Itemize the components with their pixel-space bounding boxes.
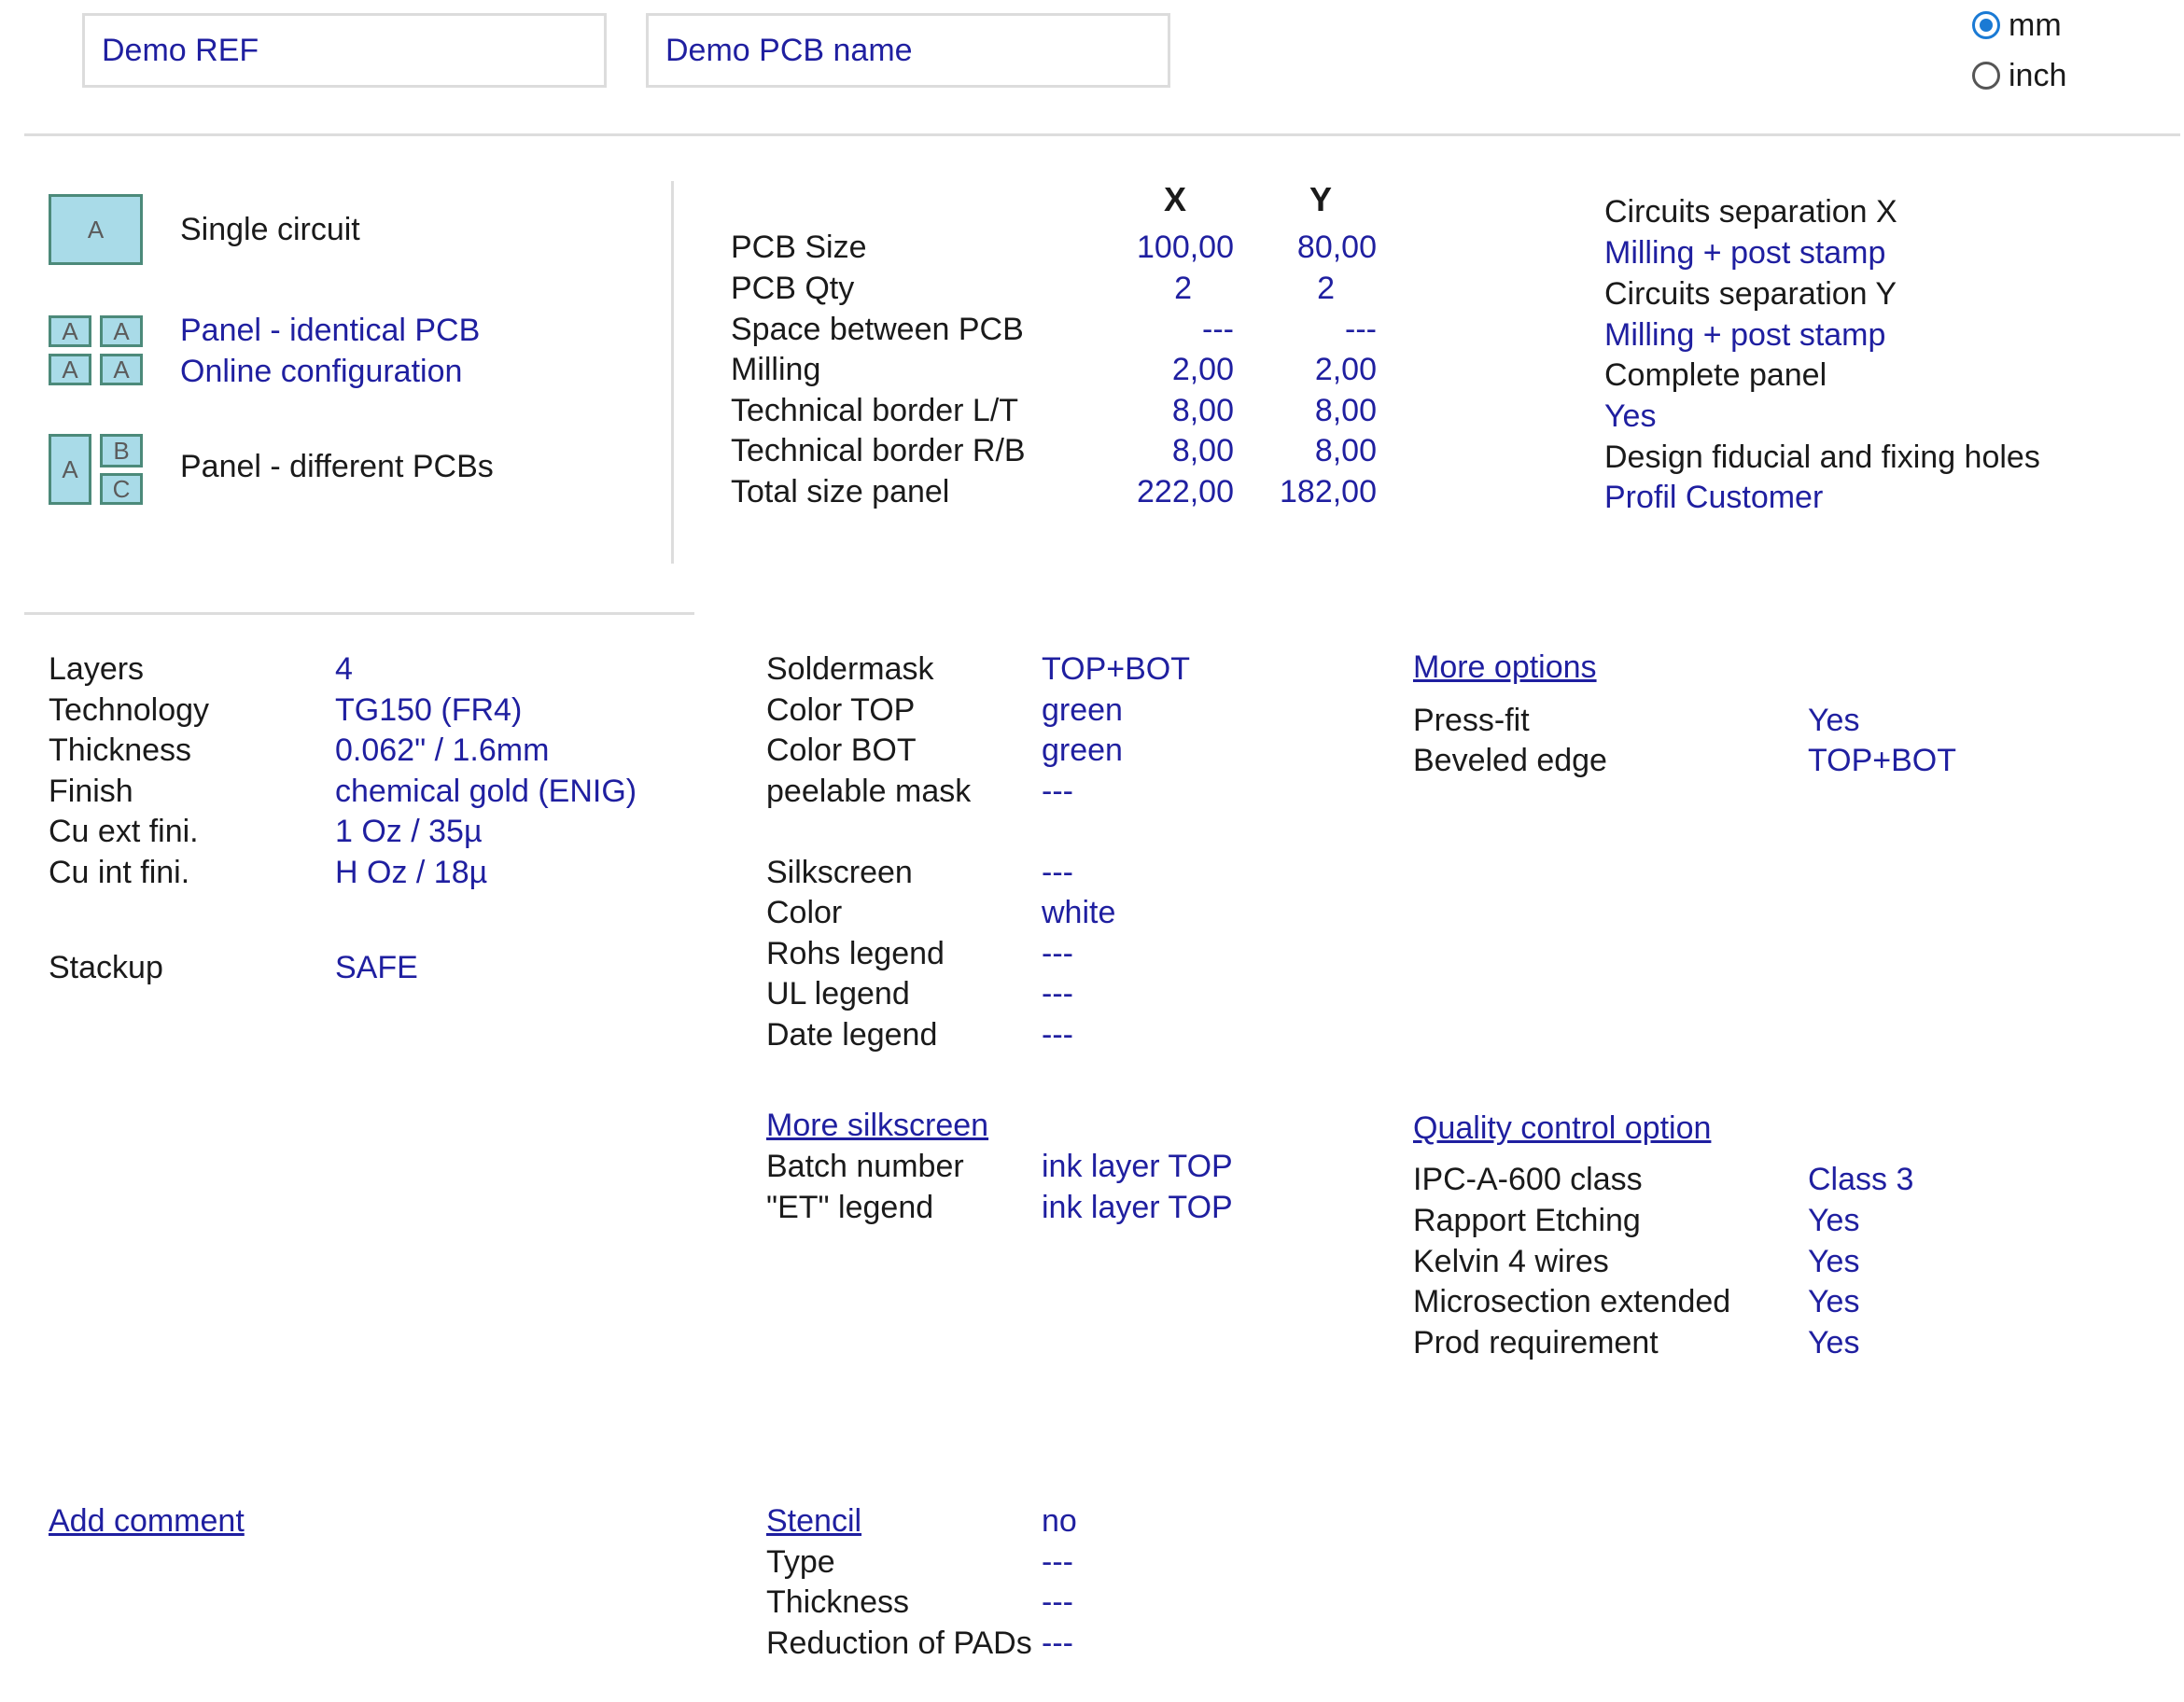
spec-label: Cu int fini. bbox=[49, 855, 190, 890]
date-legend-value[interactable]: --- bbox=[1042, 1017, 1073, 1053]
total-size-y: 182,00 bbox=[1280, 474, 1377, 509]
stencil-thickness-value[interactable]: --- bbox=[1042, 1584, 1073, 1620]
spec-label: Microsection extended bbox=[1413, 1284, 1731, 1319]
row-label: Space between PCB bbox=[731, 312, 1024, 347]
row-label: Milling bbox=[731, 352, 821, 387]
panel-cell-b: B bbox=[100, 434, 143, 467]
spec-label: Type bbox=[766, 1544, 835, 1580]
cu-int-value[interactable]: H Oz / 18µ bbox=[335, 855, 488, 890]
add-comment-link[interactable]: Add comment bbox=[49, 1503, 245, 1539]
kelvin-value[interactable]: Yes bbox=[1808, 1244, 1860, 1279]
space-between-x: --- bbox=[1202, 312, 1234, 347]
spec-label: Kelvin 4 wires bbox=[1413, 1244, 1609, 1279]
panel-cell-a: A bbox=[49, 434, 91, 505]
quality-control-link[interactable]: Quality control option bbox=[1413, 1110, 1712, 1146]
press-fit-value[interactable]: Yes bbox=[1808, 703, 1860, 738]
complete-panel-value[interactable]: Yes bbox=[1604, 398, 1657, 434]
row-label: PCB Qty bbox=[731, 271, 855, 306]
stackup-label: Stackup bbox=[49, 950, 163, 985]
row-label: PCB Size bbox=[731, 230, 867, 265]
spec-label: Layers bbox=[49, 651, 145, 687]
spec-label: Color bbox=[766, 895, 843, 930]
ref-input[interactable] bbox=[82, 13, 607, 88]
ul-legend-value[interactable]: --- bbox=[1042, 976, 1073, 1011]
column-header-x: X bbox=[1164, 180, 1187, 218]
thickness-value[interactable]: 0.062" / 1.6mm bbox=[335, 732, 550, 768]
space-between-y: --- bbox=[1345, 312, 1377, 347]
spec-label: Date legend bbox=[766, 1017, 938, 1053]
panel-identical-option[interactable]: Panel - identical PCB bbox=[180, 313, 481, 348]
finish-value[interactable]: chemical gold (ENIG) bbox=[335, 774, 637, 809]
single-circuit-icon[interactable]: A bbox=[49, 194, 143, 265]
border-lt-x: 8,00 bbox=[1171, 393, 1234, 428]
reduction-pads-value[interactable]: --- bbox=[1042, 1625, 1073, 1661]
spec-label: "ET" legend bbox=[766, 1190, 934, 1225]
spec-label: Silkscreen bbox=[766, 855, 913, 890]
soldermask-value[interactable]: TOP+BOT bbox=[1042, 651, 1191, 687]
stencil-value[interactable]: no bbox=[1042, 1503, 1077, 1539]
circuits-separation-y-value[interactable]: Milling + post stamp bbox=[1604, 317, 1886, 353]
spec-label: Color BOT bbox=[766, 732, 917, 768]
pcb-qty-x[interactable]: 2 bbox=[1174, 271, 1192, 306]
divider-mid bbox=[24, 612, 694, 615]
spec-label: Press-fit bbox=[1413, 703, 1530, 738]
prod-requirement-value[interactable]: Yes bbox=[1808, 1325, 1860, 1360]
spec-label: IPC-A-600 class bbox=[1413, 1162, 1643, 1197]
design-fiducial-label: Design fiducial and fixing holes bbox=[1604, 439, 2040, 475]
panel-cell-a1: A bbox=[49, 315, 91, 347]
color-bot-value[interactable]: green bbox=[1042, 732, 1123, 768]
milling-x: 2,00 bbox=[1171, 352, 1234, 387]
panel-cell-c: C bbox=[100, 473, 143, 505]
total-size-x: 222,00 bbox=[1137, 474, 1234, 509]
pcb-name-input[interactable] bbox=[646, 13, 1170, 88]
ipc-class-value[interactable]: Class 3 bbox=[1808, 1162, 1914, 1197]
panel-cell-a3: A bbox=[49, 354, 91, 385]
technology-value[interactable]: TG150 (FR4) bbox=[335, 692, 523, 728]
panel-cell-a2: A bbox=[100, 315, 143, 347]
row-label: Technical border L/T bbox=[731, 393, 1019, 428]
microsection-value[interactable]: Yes bbox=[1808, 1284, 1860, 1319]
spec-label: peelable mask bbox=[766, 774, 972, 809]
spec-label: Technology bbox=[49, 692, 210, 728]
stencil-type-value[interactable]: --- bbox=[1042, 1544, 1073, 1580]
unit-radio-inch[interactable] bbox=[1972, 62, 2000, 90]
silkscreen-value[interactable]: --- bbox=[1042, 855, 1073, 890]
complete-panel-label: Complete panel bbox=[1604, 357, 1827, 393]
spec-label: Prod requirement bbox=[1413, 1325, 1659, 1360]
rohs-legend-value[interactable]: --- bbox=[1042, 936, 1073, 971]
more-silkscreen-link[interactable]: More silkscreen bbox=[766, 1108, 989, 1143]
circuits-separation-y-label: Circuits separation Y bbox=[1604, 276, 1897, 312]
border-lt-y: 8,00 bbox=[1314, 393, 1377, 428]
beveled-edge-value[interactable]: TOP+BOT bbox=[1808, 743, 1957, 778]
more-options-link[interactable]: More options bbox=[1413, 649, 1597, 685]
unit-label-mm: mm bbox=[2009, 7, 2062, 43]
spec-label: Beveled edge bbox=[1413, 743, 1607, 778]
spec-label: Soldermask bbox=[766, 651, 934, 687]
pcb-size-y[interactable]: 80,00 bbox=[1296, 230, 1377, 265]
unit-label-inch: inch bbox=[2009, 58, 2067, 93]
spec-label: Rapport Etching bbox=[1413, 1203, 1641, 1238]
stencil-link[interactable]: Stencil bbox=[766, 1503, 862, 1539]
color-top-value[interactable]: green bbox=[1042, 692, 1123, 728]
unit-radio-mm[interactable] bbox=[1972, 11, 2000, 39]
et-legend-value[interactable]: ink layer TOP bbox=[1042, 1190, 1233, 1225]
milling-y: 2,00 bbox=[1314, 352, 1377, 387]
border-rb-x: 8,00 bbox=[1171, 433, 1234, 468]
pcb-size-x[interactable]: 100,00 bbox=[1137, 230, 1234, 265]
panel-cell-a4: A bbox=[100, 354, 143, 385]
border-rb-y: 8,00 bbox=[1314, 433, 1377, 468]
batch-number-value[interactable]: ink layer TOP bbox=[1042, 1149, 1233, 1184]
row-label: Technical border R/B bbox=[731, 433, 1026, 468]
stackup-value[interactable]: SAFE bbox=[335, 950, 418, 985]
cu-ext-value[interactable]: 1 Oz / 35µ bbox=[335, 814, 483, 849]
online-configuration-link[interactable]: Online configuration bbox=[180, 354, 463, 389]
divider-top bbox=[24, 133, 2180, 136]
circuits-separation-x-label: Circuits separation X bbox=[1604, 194, 1897, 230]
column-header-y: Y bbox=[1309, 180, 1333, 218]
peelable-mask-value[interactable]: --- bbox=[1042, 774, 1073, 809]
spec-label: UL legend bbox=[766, 976, 910, 1011]
spec-label: Rohs legend bbox=[766, 936, 945, 971]
pcb-qty-y[interactable]: 2 bbox=[1317, 271, 1335, 306]
silkscreen-color-value[interactable]: white bbox=[1042, 895, 1116, 930]
spec-label: Cu ext fini. bbox=[49, 814, 199, 849]
spec-label: Thickness bbox=[766, 1584, 910, 1620]
row-label: Total size panel bbox=[731, 474, 950, 509]
circuits-separation-x-value[interactable]: Milling + post stamp bbox=[1604, 235, 1886, 271]
design-fiducial-value[interactable]: Profil Customer bbox=[1604, 480, 1824, 515]
spec-label: Reduction of PADs bbox=[766, 1625, 1032, 1661]
divider-vertical bbox=[671, 181, 674, 564]
spec-label: Finish bbox=[49, 774, 133, 809]
panel-different-option[interactable]: Panel - different PCBs bbox=[180, 449, 494, 484]
spec-label: Batch number bbox=[766, 1149, 964, 1184]
rapport-etching-value[interactable]: Yes bbox=[1808, 1203, 1860, 1238]
single-circuit-option[interactable]: Single circuit bbox=[180, 212, 360, 247]
layers-value[interactable]: 4 bbox=[335, 651, 353, 687]
spec-label: Thickness bbox=[49, 732, 192, 768]
spec-label: Color TOP bbox=[766, 692, 916, 728]
